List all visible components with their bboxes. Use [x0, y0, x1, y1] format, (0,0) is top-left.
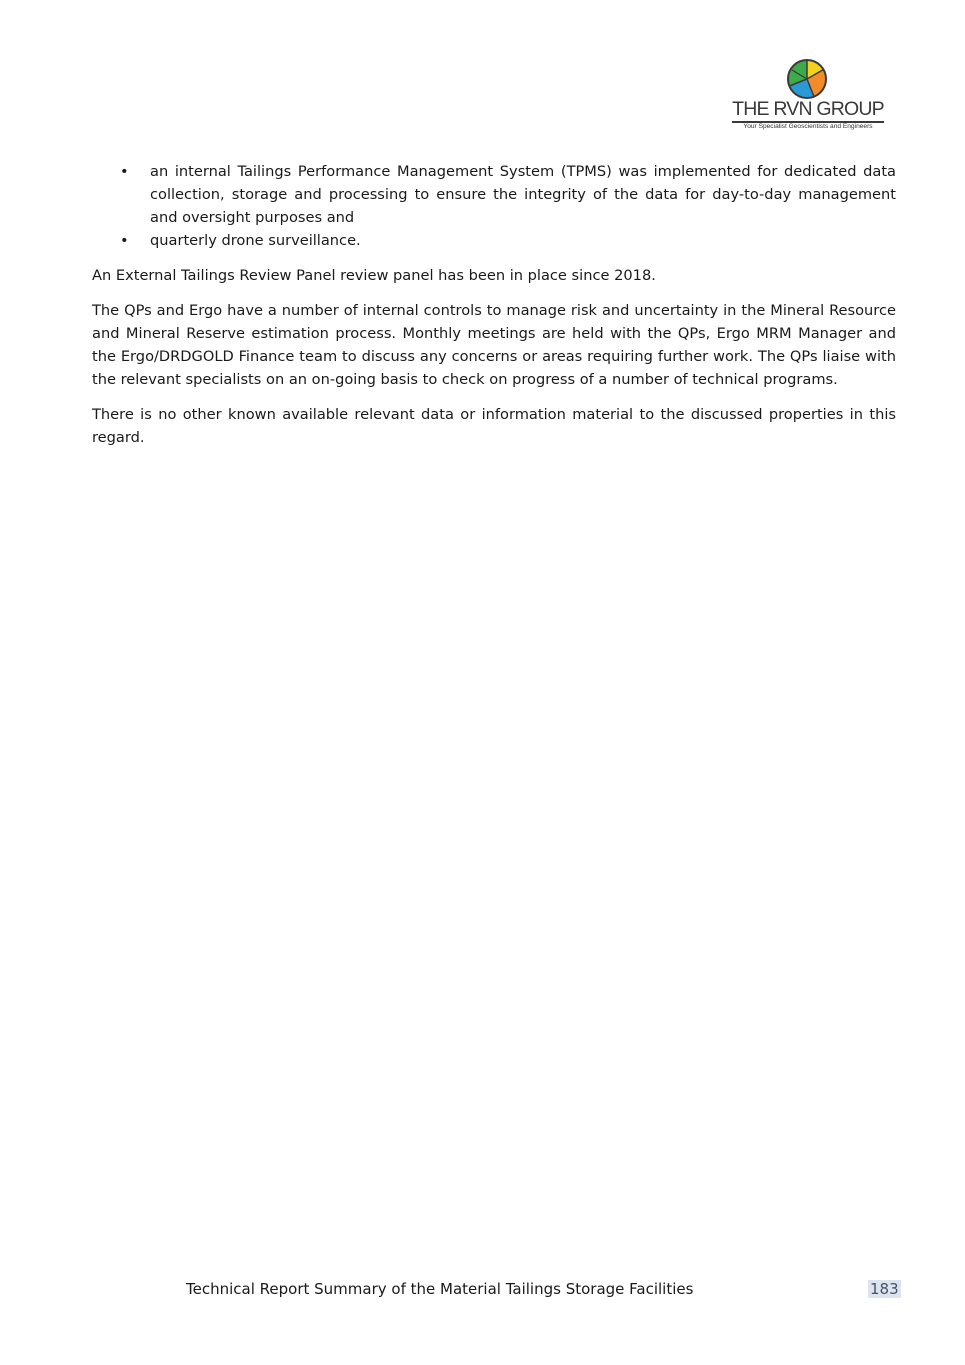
- bullet-icon: •: [120, 232, 129, 249]
- list-item: [92, 229, 896, 252]
- paragraph-review-panel: An External Tailings Review Panel review panel has been in place since 2018.: [92, 267, 656, 284]
- paragraph-internal-controls: The QPs and Ergo have a number of internal controls to manage risk and uncertainty in the Mineral Resource and Mineral Reserve estimation process. Monthly meetings are held with the QPs, Ergo MRM Manager and the Ergo/DRDGOLD Finance team to discuss any concerns or areas requiring further work. The QPs liaise with the relevant specialists on an on-going basis to check on progress of a number of technical programs.: [92, 302, 896, 388]
- company-logo: [728, 58, 888, 132]
- list-item-text: an internal Tailings Performance Management System (TPMS) was implemented for dedicated data collection, storage and processing to ensure the integrity of the data for day-to-day management and oversight purposes and: [150, 163, 896, 226]
- list-item: [92, 160, 896, 229]
- bullet-icon: •: [120, 163, 129, 180]
- page-number: 183: [870, 1280, 899, 1298]
- footer-title: Technical Report Summary of the Material Tailings Storage Facilities: [186, 1280, 694, 1298]
- paragraph-no-other-data: There is no other known available relevant data or information material to the discussed properties in this regard.: [92, 406, 896, 446]
- document-body: [92, 160, 896, 449]
- list-item-text: quarterly drone surveillance.: [150, 232, 361, 249]
- rvn-globe-logo-icon: [786, 58, 828, 100]
- logo-title: THE RVN GROUP: [732, 98, 884, 120]
- logo-tagline: Your Specialist Geoscientists and Engineers: [743, 123, 873, 130]
- bullet-list: [92, 160, 896, 252]
